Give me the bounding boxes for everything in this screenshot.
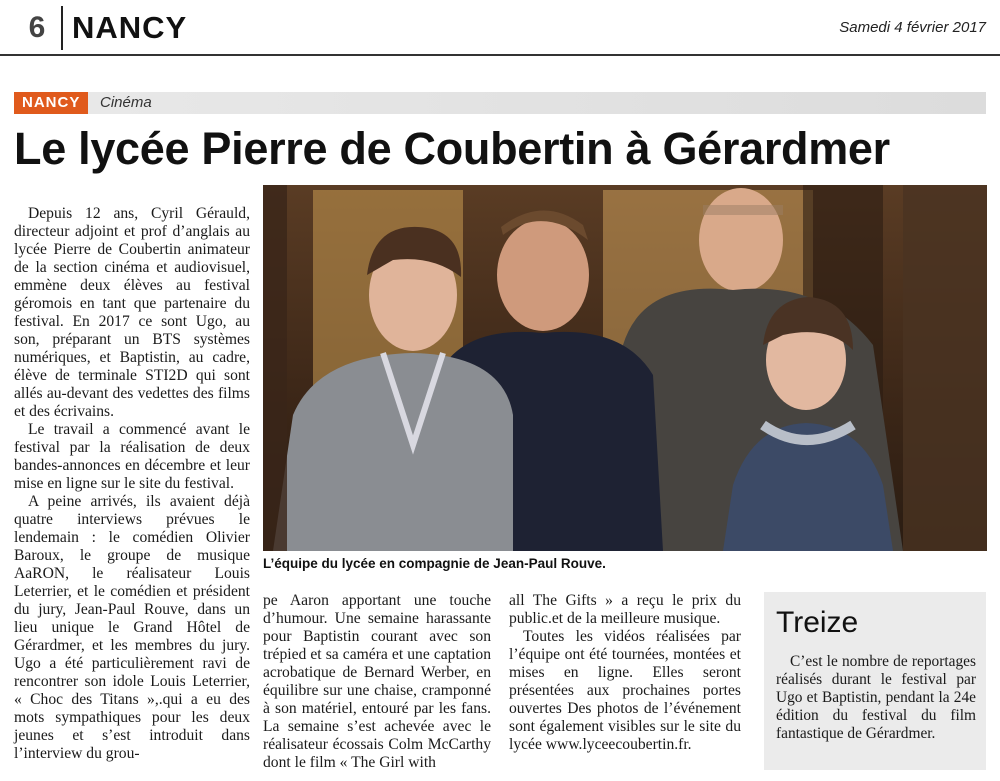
- header-separator: [61, 6, 63, 50]
- paragraph: A peine arrivés, ils avaient déjà quatre interviews prévues le lendemain : le comédien Olivier Baroux, le groupe de musique AaRON, le réalisateur Louis Leterrier, et le comédien et président du jury, Jean-Paul Rouve, dans un lieu unique le Grand Hôtel de Gérardmer, et les membres du jury. Ugo a été particulièrement ravi de rencontrer son idole Louis Leterrier, « Choc des Titans »,.qui a eu des mots sympathiques pour les deux jeunes et s’est introduit dans l’interview du grou-: [14, 493, 250, 762]
- kicker-rubric: Cinéma: [100, 94, 152, 111]
- paragraph: Toutes les vidéos réalisées par l’équipe ont été tournées, montées et mises en ligne. Elles seront présentées aux prochaines portes ouvertes Des photos de l’événement sont également visibles sur le site du lycée www.lyceecoubertin.fr.: [509, 628, 741, 753]
- paragraph: Depuis 12 ans, Cyril Gérauld, directeur adjoint et prof d’anglais au lycée Pierre de Coubertin animateur de la section cinéma et audiovisuel, emmène deux élèves au festival géromois en tant que partenaire du festival. En 2017 ce sont Ugo, au son, préparant un BTS systèmes numériques, et Baptistin, au cadre, élève de terminale STI2D qui sont allés au-devant des vedettes des films et des écrivains.: [14, 205, 250, 420]
- section-title: NANCY: [72, 10, 188, 45]
- header-rule: [0, 54, 1000, 56]
- headline: Le lycée Pierre de Coubertin à Gérardmer: [14, 123, 890, 174]
- page-number: 6: [28, 11, 46, 44]
- sidebar-text: [776, 653, 976, 743]
- sidebar-paragraph: C’est le nombre de reportages réalisés durant le festival par Ugo et Baptistin, pendant la 24e édition du festival du film fantastique de Gérardmer.: [776, 653, 976, 742]
- article-column-2: [263, 592, 491, 772]
- group-photo: [263, 185, 987, 551]
- photo-caption: L’équipe du lycée en compagnie de Jean-Paul Rouve.: [263, 556, 606, 571]
- issue-date: Samedi 4 février 2017: [839, 19, 986, 36]
- sidebar-title: Treize: [776, 606, 859, 639]
- kicker-bar: [14, 92, 986, 114]
- photo-illustration: [263, 185, 987, 551]
- kicker-label: NANCY: [14, 92, 88, 114]
- paragraph: all The Gifts » a reçu le prix du public.et de la meilleure musique.: [509, 592, 741, 627]
- article-column-3: [509, 592, 741, 754]
- article-column-1: [14, 205, 250, 763]
- paragraph: Le travail a commencé avant le festival par la réalisation de deux bandes-annonces en décembre et leur mise en ligne sur le site du festival.: [14, 421, 250, 492]
- paragraph: pe Aaron apportant une touche d’humour. Une semaine harassante pour Baptistin courant avec son trépied et sa caméra et une captation acrobatique de Bernard Werber, en équilibre sur une chaise, cramponné à son matériel, entouré par les fans. La semaine s’est achevée avec le réalisateur écossais Colm McCarthy dont le film « The Girl with: [263, 592, 491, 771]
